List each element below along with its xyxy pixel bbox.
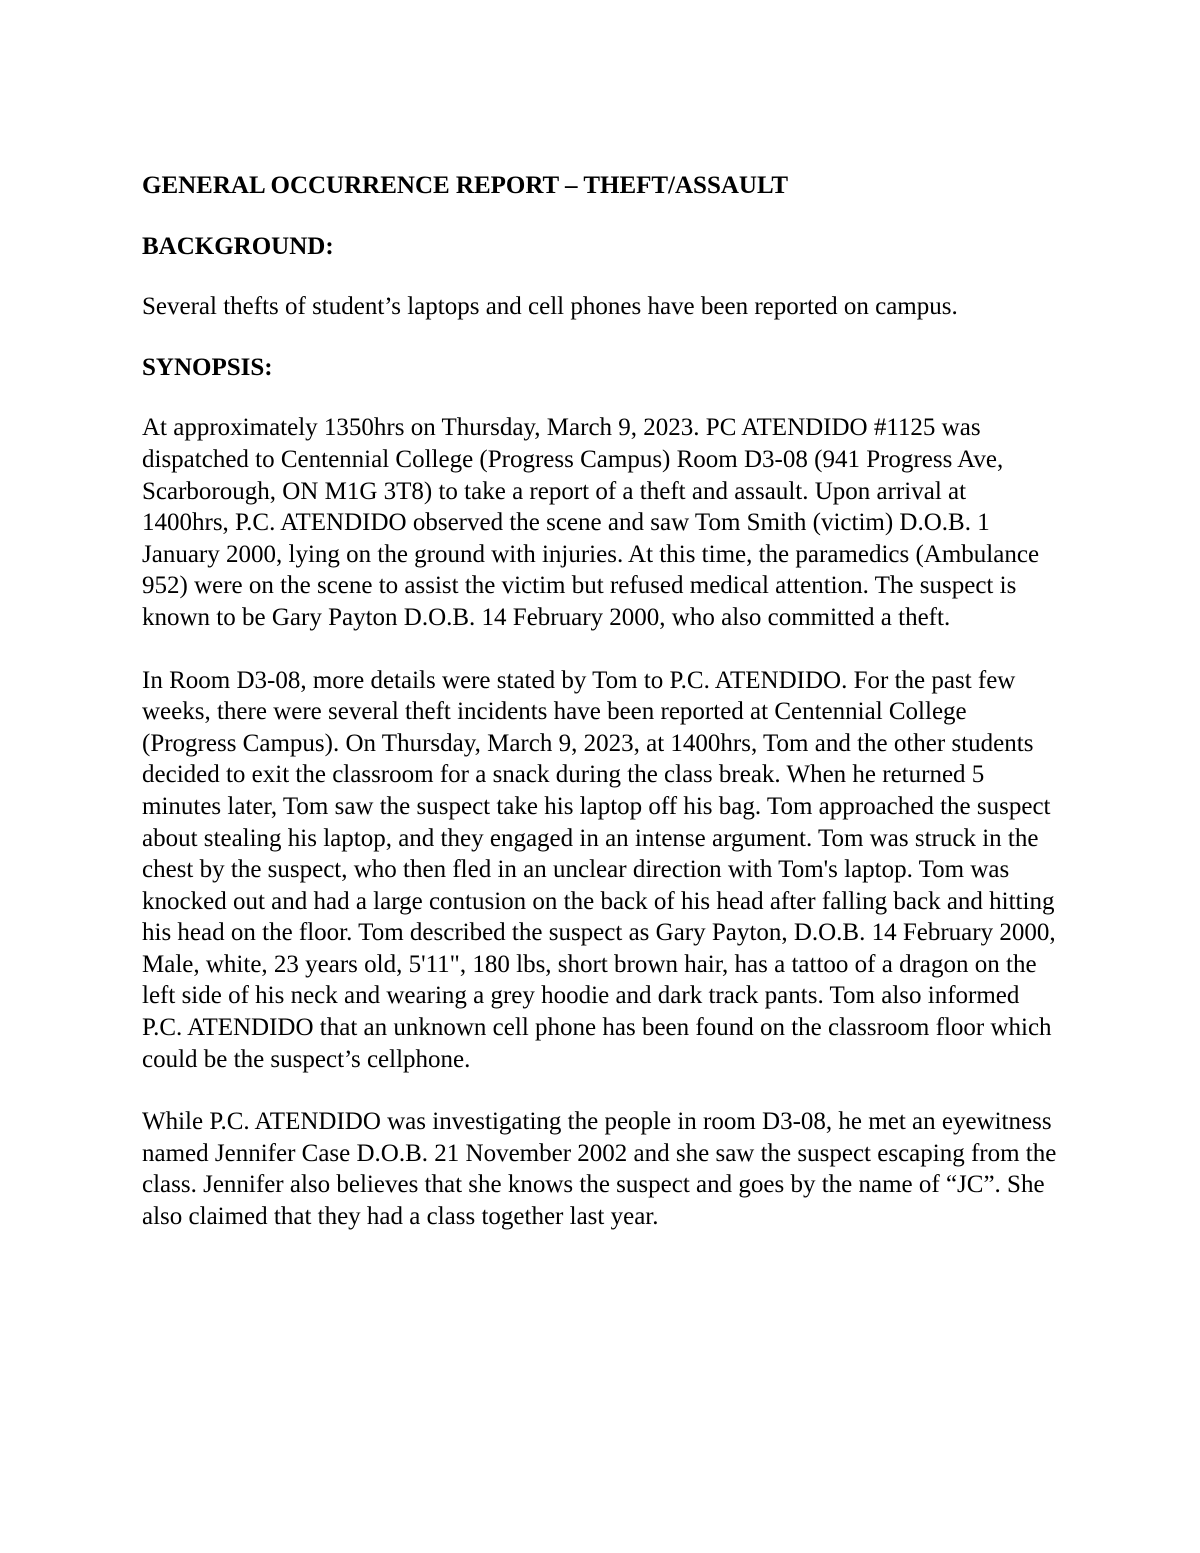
- synopsis-paragraph-1: At approximately 1350hrs on Thursday, March 9, 2023. PC ATENDIDO #1125 was dispatched to Centennial College (Progress Campus) Room D3-08 (941 Progress Ave, Scarborough, ON M1G 3T8) to take a report of a theft and assault. Upon arrival at 1400hrs, P.C. ATENDIDO observed the scene and saw Tom Smith (victim) D.O.B. 1 January 2000, lying on the ground with injuries. At this time, the paramedics (Ambulance 952) were on the scene to assist the victim but refused medical attention. The suspect is known to be Gary Payton D.O.B. 14 February 2000, who also committed a theft.: [142, 414, 1040, 631]
- background-text: Several thefts of student’s laptops and cell phones have been reported on campus.: [142, 293, 958, 321]
- document-body: [142, 170, 1057, 1233]
- synopsis-paragraph-2: In Room D3-08, more details were stated by Tom to P.C. ATENDIDO. For the past few weeks, there were several theft incidents have been reported at Centennial College (Progress Campus). On Thursday, March 9, 2023, at 1400hrs, Tom and the other students decided to exit the classroom for a snack during the class break. When he returned 5 minutes later, Tom saw the suspect take his laptop off his bag. Tom approached the suspect about stealing his laptop, and they engaged in an intense argument. Tom was struck in the chest by the suspect, who then fled in an unclear direction with Tom's laptop. Tom was knocked out and had a large contusion on the back of his head after falling back and hitting his head on the floor. Tom described the suspect as Gary Payton, D.O.B. 14 February 2000, Male, white, 23 years old, 5'11", 180 lbs, short brown hair, has a tattoo of a dragon on the left side of his neck and wearing a grey hoodie and dark track pants. Tom also informed P.C. ATENDIDO that an unknown cell phone has been found on the classroom floor which could be the suspect’s cellphone.: [142, 666, 1056, 1073]
- background-heading: BACKGROUND:: [142, 232, 334, 260]
- synopsis-heading: SYNOPSIS:: [142, 353, 273, 381]
- synopsis-paragraph-3: While P.C. ATENDIDO was investigating the people in room D3-08, he met an eyewitness named Jennifer Case D.O.B. 21 November 2002 and she saw the suspect escaping from the class. Jennifer also believes that she knows the suspect and goes by the name of “JC”. She also claimed that they had a class together last year.: [142, 1108, 1057, 1231]
- report-title: GENERAL OCCURRENCE REPORT – THEFT/ASSAULT: [142, 172, 789, 199]
